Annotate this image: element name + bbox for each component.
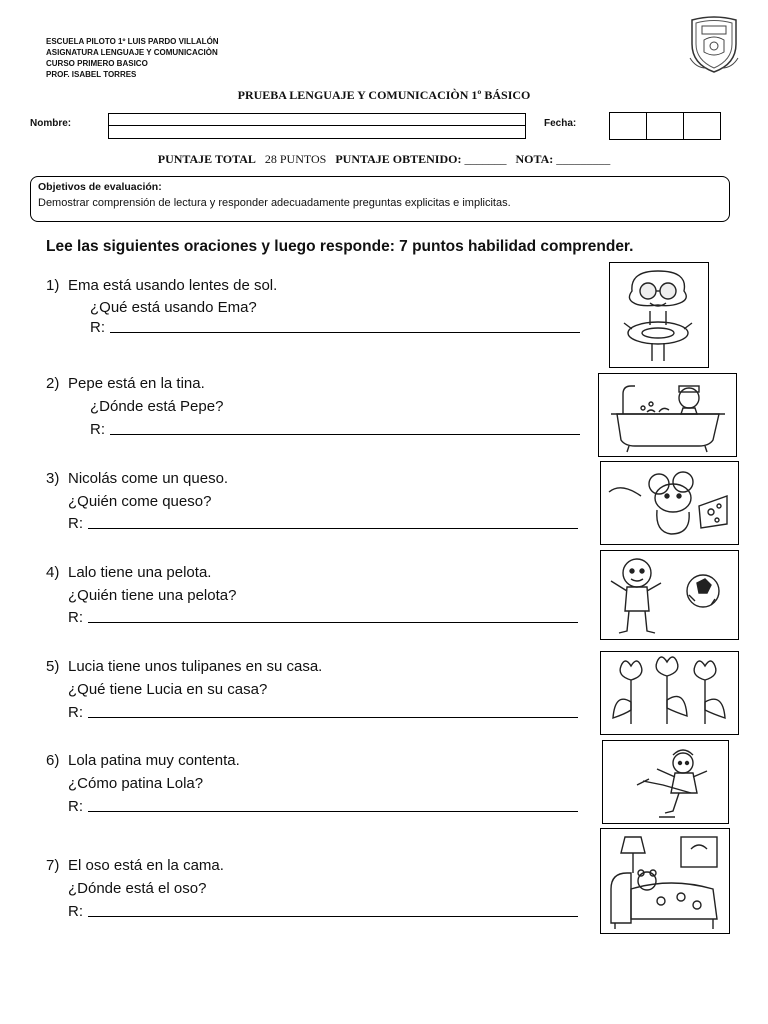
grade-blank[interactable]: _________	[556, 152, 611, 166]
question-3-answer-label: R:	[68, 515, 83, 532]
objectives-text: Demostrar comprensión de lectura y responder adecuadamente preguntas explicitas e implicitas.	[38, 197, 511, 209]
total-score-value: 28 PUNTOS	[264, 152, 327, 166]
date-month-field[interactable]	[646, 112, 684, 140]
question-4-number: 4)	[46, 564, 60, 581]
question-2-answer-label: R:	[90, 421, 105, 438]
question-1-number: 1)	[46, 277, 60, 294]
girl-sunglasses-float-picture	[609, 262, 709, 368]
objectives-title: Objetivos de evaluación:	[38, 181, 162, 193]
question-5-answer-line[interactable]	[88, 717, 578, 718]
name-label: Nombre:	[30, 118, 72, 129]
name-field[interactable]	[108, 113, 526, 139]
teacher-name: PROF. ISABEL TORRES	[46, 70, 137, 79]
question-6-number: 6)	[46, 752, 60, 769]
school-info	[46, 36, 219, 80]
tulips-picture	[600, 651, 739, 735]
question-7-sentence: El oso está en la cama.	[68, 857, 224, 874]
question-5-question: ¿Qué tiene Lucia en su casa?	[68, 681, 268, 698]
question-6-question: ¿Cómo patina Lola?	[68, 775, 204, 792]
boy-soccer-ball-picture	[600, 550, 739, 640]
score-line	[0, 152, 768, 167]
question-4-question: ¿Quién tiene una pelota?	[68, 587, 237, 604]
question-1-answer-label: R:	[90, 319, 105, 336]
question-4-sentence: Lalo tiene una pelota.	[68, 564, 212, 581]
bear-bed-picture	[600, 828, 730, 934]
date-year-field[interactable]	[683, 112, 721, 140]
test-title: PRUEBA LENGUAJE Y COMUNICACIÒN 1º BÁSICO	[237, 88, 531, 102]
question-3-sentence: Nicolás come un queso.	[68, 470, 229, 487]
question-7-answer-line[interactable]	[88, 916, 578, 917]
date-label: Fecha:	[544, 118, 577, 129]
question-6-answer-line[interactable]	[88, 811, 578, 812]
question-2-sentence: Pepe está en la tina.	[68, 375, 205, 392]
question-1-sentence: Ema está usando lentes de sol.	[68, 277, 278, 294]
question-6-sentence: Lola patina muy contenta.	[68, 752, 240, 769]
question-7-question: ¿Dónde está el oso?	[68, 880, 207, 897]
mouse-cheese-picture	[600, 461, 739, 545]
school-crest-logo	[686, 14, 742, 74]
question-6-answer-label: R:	[68, 798, 83, 815]
question-5-number: 5)	[46, 658, 60, 675]
question-2-question: ¿Dónde está Pepe?	[90, 398, 224, 415]
school-name: ESCUELA PILOTO 1º LUIS PARDO VILLALÓN	[46, 37, 219, 46]
course-name: CURSO PRIMERO BASICO	[46, 59, 148, 68]
question-3-question: ¿Quién come queso?	[68, 493, 212, 510]
question-2-answer-line[interactable]	[110, 434, 580, 435]
subject-name: ASIGNATURA LENGUAJE Y COMUNICACIÒN	[46, 48, 218, 57]
obtained-score-label: PUNTAJE OBTENIDO:	[335, 152, 462, 166]
obtained-score-blank[interactable]: _______	[464, 152, 507, 166]
girl-skating-picture	[602, 740, 729, 824]
question-4-answer-line[interactable]	[88, 622, 578, 623]
question-7-number: 7)	[46, 857, 60, 874]
question-2-number: 2)	[46, 375, 60, 392]
question-3-answer-line[interactable]	[88, 528, 578, 529]
question-5-answer-label: R:	[68, 704, 83, 721]
instructions: Lee las siguientes oraciones y luego responde: 7 puntos habilidad comprender.	[46, 238, 634, 255]
question-4-answer-label: R:	[68, 609, 83, 626]
question-1-question: ¿Qué está usando Ema?	[90, 299, 257, 316]
question-1-answer-line[interactable]	[110, 332, 580, 333]
boy-bathtub-picture	[598, 373, 737, 457]
question-3-number: 3)	[46, 470, 60, 487]
total-score-label: PUNTAJE TOTAL	[157, 152, 256, 166]
question-5-sentence: Lucia tiene unos tulipanes en su casa.	[68, 658, 323, 675]
grade-label: NOTA:	[515, 152, 554, 166]
date-day-field[interactable]	[609, 112, 647, 140]
question-7-answer-label: R:	[68, 903, 83, 920]
